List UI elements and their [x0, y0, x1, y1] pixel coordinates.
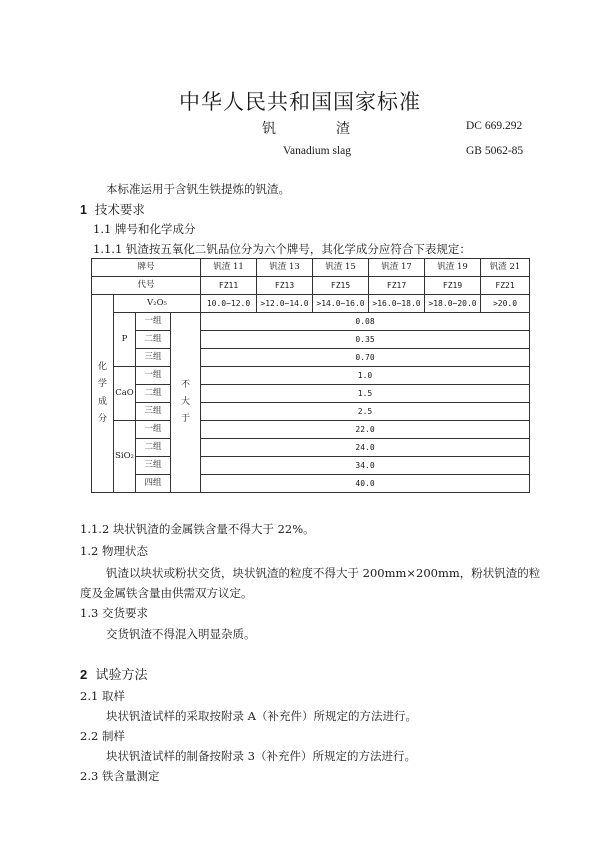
composition-table	[91, 258, 530, 493]
grade-cell: 钒渣 13	[257, 259, 313, 277]
group-label: 一组	[136, 313, 171, 331]
grade-cell: 钒渣 11	[201, 259, 257, 277]
section-1-1-1: 1.1.1 钒渣按五氧化二钒品位分为六个牌号，其化学成分应符合下表规定：	[93, 242, 471, 256]
section-1-title: 技术要求	[94, 202, 145, 217]
table-row	[92, 421, 530, 439]
group-label: 二组	[136, 385, 171, 403]
group-label: 一组	[136, 367, 171, 385]
value-cell: 0.08	[201, 313, 530, 331]
grade-cell: 钒渣 21	[481, 259, 530, 277]
code-cell: FZ19	[425, 277, 481, 295]
section-1-2-text-cont: 度及金属铁含量由供需双方议定。	[80, 586, 253, 600]
section-1-2-text: 钒渣以块状或粉状交货，块状钒渣的粒度不得大于 200mm×200mm，粉状钒渣的粒	[106, 566, 541, 580]
code-cell: FZ13	[257, 277, 313, 295]
document-subtitle-cn: 钒渣	[262, 121, 410, 137]
p-label: P	[114, 313, 136, 367]
value-cell: 40.0	[201, 475, 530, 493]
section-2-2: 2.2 制样	[80, 729, 125, 743]
table-row	[92, 385, 530, 403]
table-row	[92, 367, 530, 385]
section-1-1-2: 1.1.2 块状钒渣的金属铁含量不得大于 22%。	[80, 522, 315, 536]
cao-label: CaO	[114, 367, 136, 421]
intro-paragraph: 本标准运用于含钒生铁提炼的钒渣。	[106, 182, 290, 196]
value-cell: 1.5	[201, 385, 530, 403]
value-cell: 22.0	[201, 421, 530, 439]
section-2-heading	[80, 664, 148, 683]
value-cell: 0.35	[201, 331, 530, 349]
document-title: 中华人民共和国国家标准	[179, 90, 421, 114]
v2o5-cell: >12.0−14.0	[257, 295, 313, 313]
v2o5-cell: 10.0−12.0	[201, 295, 257, 313]
grade-cell: 钒渣 17	[369, 259, 425, 277]
section-1-1: 1.1 牌号和化学成分	[93, 222, 196, 236]
section-2-1: 2.1 取样	[80, 689, 125, 703]
composition-label	[92, 295, 114, 493]
section-1-3-text: 交货钒渣不得混入明显杂质。	[106, 627, 256, 641]
table-row	[92, 457, 530, 475]
section-2-number: 2	[80, 667, 88, 682]
grade-cell: 钒渣 19	[425, 259, 481, 277]
code-cell: FZ17	[369, 277, 425, 295]
table-row	[92, 475, 530, 493]
value-cell: 1.0	[201, 367, 530, 385]
section-2-2-text: 块状钒渣试样的制备按附录 3（补充件）所规定的方法进行。	[106, 749, 416, 763]
table-row	[92, 403, 530, 421]
code-label: 代号	[92, 277, 201, 295]
table-row	[92, 331, 530, 349]
group-label: 三组	[136, 457, 171, 475]
table-row	[92, 295, 530, 313]
grade-label: 牌号	[92, 259, 201, 277]
v2o5-label: V₂O₅	[114, 295, 201, 313]
value-cell: 2.5	[201, 403, 530, 421]
table-row	[92, 349, 530, 367]
table-row	[92, 313, 530, 331]
group-label: 四组	[136, 475, 171, 493]
value-cell: 24.0	[201, 439, 530, 457]
group-label: 一组	[136, 421, 171, 439]
v2o5-cell: >20.0	[481, 295, 530, 313]
standard-number: GB 5062-85	[466, 145, 524, 157]
code-cell: FZ15	[313, 277, 369, 295]
section-2-title: 试验方法	[95, 668, 148, 683]
classification-code: DC 669.292	[466, 120, 523, 132]
section-2-3: 2.3 铁含量测定	[80, 769, 160, 783]
group-label: 三组	[136, 349, 171, 367]
document-subtitle-en: Vanadium slag	[283, 145, 352, 157]
section-1-number: 1	[80, 203, 87, 217]
section-2-1-text: 块状钒渣试样的采取按附录 A（补充件）所规定的方法进行。	[106, 709, 417, 723]
table-row	[92, 439, 530, 457]
v2o5-cell: >18.0−20.0	[425, 295, 481, 313]
table-row	[92, 277, 530, 295]
code-cell: FZ11	[201, 277, 257, 295]
section-1-2: 1.2 物理状态	[80, 544, 148, 558]
section-1-heading	[80, 200, 145, 218]
v2o5-cell: >16.0−18.0	[369, 295, 425, 313]
v2o5-cell: >14.0−16.0	[313, 295, 369, 313]
grade-cell: 钒渣 15	[313, 259, 369, 277]
group-label: 三组	[136, 403, 171, 421]
section-1-3: 1.3 交货要求	[80, 606, 148, 620]
max-label	[171, 313, 201, 493]
composition-label-text: 化学成分	[97, 362, 107, 424]
value-cell: 34.0	[201, 457, 530, 475]
max-label-text: 不大于	[180, 379, 190, 425]
sio2-label: SiO₂	[114, 421, 136, 493]
group-label: 二组	[136, 331, 171, 349]
group-label: 二组	[136, 439, 171, 457]
value-cell: 0.70	[201, 349, 530, 367]
code-cell: FZ21	[481, 277, 530, 295]
table-row	[92, 259, 530, 277]
